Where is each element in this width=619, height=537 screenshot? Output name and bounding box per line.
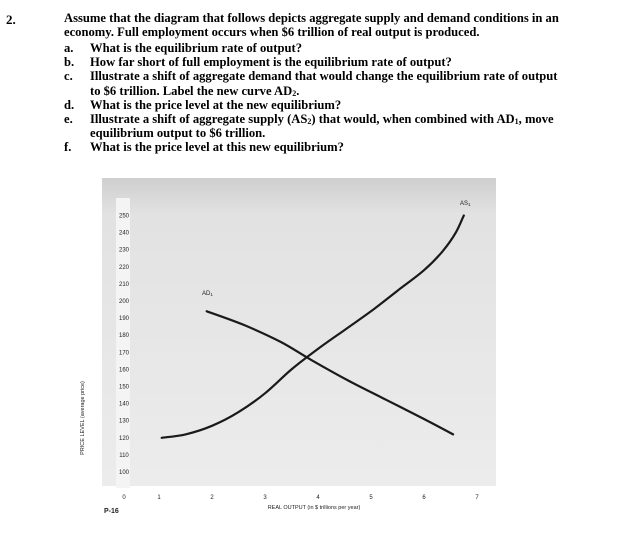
- part-letter: f.: [64, 140, 72, 155]
- part-letter: e.: [64, 112, 73, 127]
- ad-label-sub: 1: [210, 292, 213, 297]
- question-stem-line: economy. Full employment occurs when $6 trillion of real output is produced.: [64, 25, 480, 40]
- x-tick-label: 6: [422, 495, 426, 501]
- part-text: Illustrate a shift of aggregate supply (AS: [90, 112, 308, 127]
- subscript: 2: [307, 117, 312, 127]
- question-stem: [64, 11, 604, 39]
- y-tick-label: 230: [118, 247, 130, 254]
- x-tick-label: 4: [316, 495, 320, 501]
- y-tick-label: 160: [118, 367, 130, 374]
- part-d: [64, 98, 612, 112]
- y-tick-label: 250: [118, 213, 130, 220]
- x-tick-label: 3: [263, 495, 267, 501]
- part-text: What is the price level at the new equilibrium?: [90, 97, 342, 112]
- y-tick-label: 120: [118, 435, 130, 442]
- ad-as-chart: [74, 178, 496, 523]
- y-tick-label: 180: [118, 333, 130, 340]
- part-letter: c.: [64, 69, 73, 84]
- page-label: P-16: [104, 508, 119, 515]
- ad-curve-label: [202, 291, 213, 297]
- y-tick-label: 170: [118, 350, 130, 357]
- subscript: 1: [514, 117, 519, 127]
- part-b: [64, 55, 612, 69]
- y-axis-title: PRICE LEVEL (average price): [80, 381, 86, 455]
- as-label-sub: 1: [468, 202, 471, 207]
- part-a: [64, 41, 612, 55]
- y-tick-label: 200: [118, 299, 130, 305]
- part-letter: b.: [64, 55, 75, 70]
- part-text: What is the equilibrium rate of output?: [90, 41, 303, 55]
- question-parts: [64, 41, 612, 155]
- part-text: , move: [518, 112, 554, 127]
- part-text: to $6 trillion. Label the new curve AD: [90, 83, 293, 98]
- ad-label-text: AD: [202, 291, 211, 297]
- ad-as-figure: [74, 178, 496, 523]
- question-number: 2.: [6, 12, 16, 27]
- part-f: [64, 140, 612, 154]
- part-c: [64, 69, 612, 97]
- y-tick-label: 190: [118, 316, 130, 323]
- y-tick-label: 210: [118, 281, 130, 288]
- x-tick-label: 1: [157, 495, 161, 501]
- y-tick-label: 100: [118, 470, 130, 476]
- x-axis-title: REAL OUTPUT (in $ trillions per year): [267, 505, 361, 511]
- part-e: [64, 112, 612, 140]
- part-text: ) that would, when combined with AD: [311, 112, 515, 127]
- y-tick-label: 240: [118, 230, 130, 237]
- y-tick-label: 130: [118, 418, 130, 425]
- part-text: Illustrate a shift of aggregate demand that would change the equilibrium rate of output: [90, 69, 558, 84]
- as-curve-label: [460, 201, 471, 207]
- part-text: .: [296, 83, 300, 98]
- x-tick-labels: [157, 495, 479, 501]
- y-tick-label: 110: [119, 452, 129, 459]
- y-zero-label: 0: [122, 495, 126, 501]
- x-tick-label: 5: [369, 495, 373, 501]
- y-tick-label: 140: [118, 401, 130, 408]
- part-text: equilibrium output to $6 trillion.: [90, 126, 266, 141]
- x-tick-label: 7: [475, 495, 479, 501]
- y-axis-strip: [116, 198, 130, 488]
- x-tick-label: 2: [210, 495, 214, 501]
- y-tick-label: 150: [118, 384, 130, 391]
- part-text: How far short of full employment is the equilibrium rate of output?: [90, 55, 452, 70]
- subscript: 2: [292, 88, 297, 98]
- question-stem-line: Assume that the diagram that follows depicts aggregate supply and demand conditions in an: [64, 11, 559, 25]
- part-letter: d.: [64, 97, 75, 112]
- plot-background: [102, 178, 496, 486]
- y-tick-label: 220: [118, 264, 130, 271]
- part-letter: a.: [64, 41, 74, 55]
- as-label-text: AS: [460, 201, 469, 207]
- part-text: What is the price level at this new equilibrium?: [90, 140, 344, 155]
